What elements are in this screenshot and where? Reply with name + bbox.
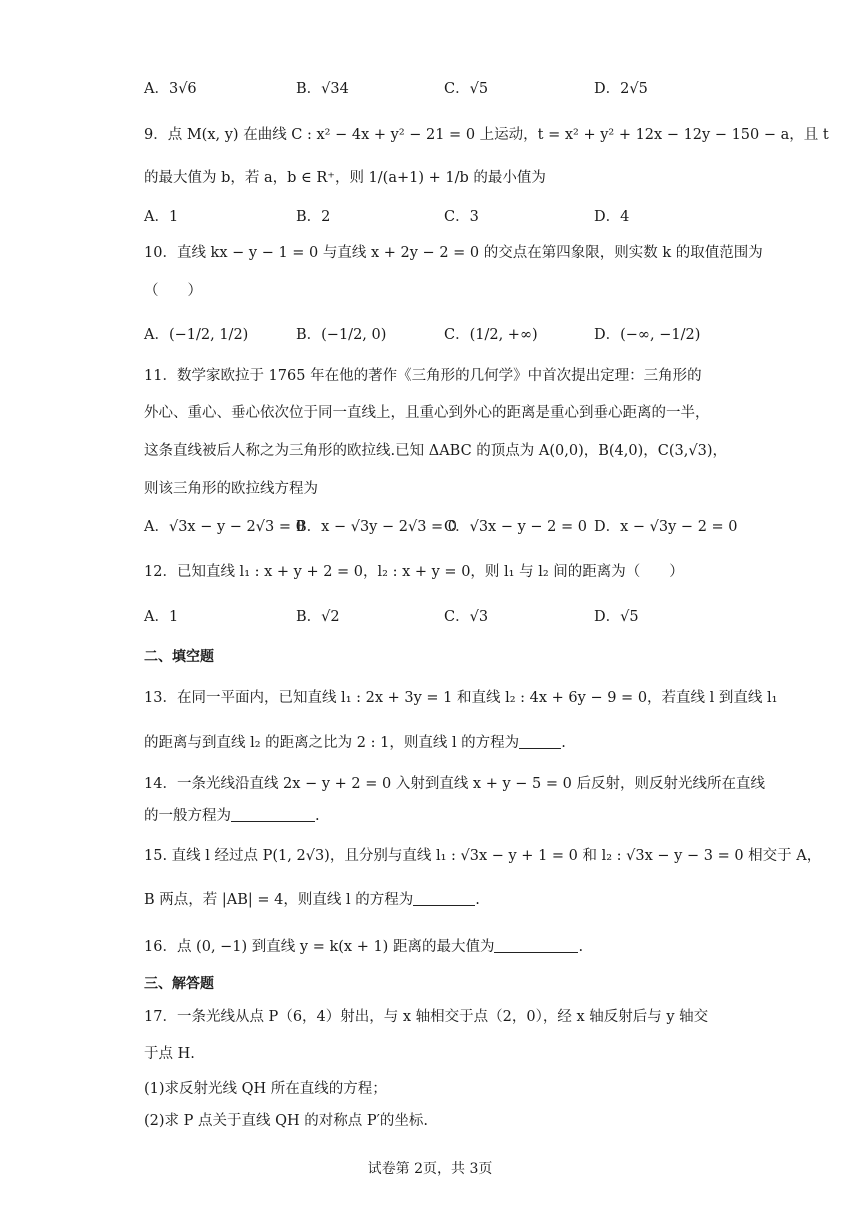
q8-options-row — [0, 74, 860, 104]
q17-stem-1: 17．一条光线从点 P（6，4）射出，与 x 轴相交于点（2，0），经 x 轴反射后与 y 轴交 — [144, 1009, 709, 1025]
section-2-heading-row — [0, 642, 860, 672]
q8-option-d: D．2√5 — [594, 81, 648, 97]
q11-stem-3: 这条直线被后人称之为三角形的欧拉线.已知 ΔABC 的顶点为 A(0,0)，B(4,0)，C(3,√3)， — [144, 443, 727, 459]
q14-line-1 — [0, 769, 860, 799]
q13-line-1 — [0, 683, 860, 713]
q14-answer-blank[interactable] — [231, 807, 315, 822]
q13-stem-1: 13．在同一平面内，已知直线 l₁ : 2x + 3y = 1 和直线 l₂ : 4x + 6y − 9 = 0，若直线 l 到直线 l₁ — [144, 690, 778, 706]
q10-option-b: B．(−1/2, 0) — [296, 327, 387, 343]
q11-option-c: C．√3x − y − 2 = 0 — [444, 519, 587, 535]
q15-line-1 — [0, 841, 860, 871]
q10-line-2 — [0, 276, 860, 306]
q9-line-1 — [0, 120, 860, 150]
q16-stem — [144, 932, 583, 962]
q13-answer-blank[interactable] — [519, 734, 561, 749]
q17-part-1: (1)求反射光线 QH 所在直线的方程； — [144, 1081, 387, 1097]
section-3-heading-row — [0, 969, 860, 999]
q11-option-b: B．x − √3y − 2√3 = 0 — [296, 519, 458, 535]
q12-option-d: D．√5 — [594, 609, 639, 625]
q11-line-3 — [0, 436, 860, 466]
q16-answer-blank[interactable] — [494, 938, 578, 953]
section-2-heading: 二、填空题 — [144, 649, 214, 665]
q11-stem-4: 则该三角形的欧拉线方程为 — [144, 481, 318, 497]
q9-stem-2: 的最大值为 b，若 a，b ∈ R⁺，则 1/(a+1) + 1/b 的最小值为 — [144, 170, 546, 186]
q11-stem-2: 外心、重心、垂心依次位于同一直线上，且重心到外心的距离是重心到垂心距离的一半， — [144, 405, 710, 421]
q11-line-2 — [0, 398, 860, 428]
q16-line-1 — [0, 932, 860, 962]
q10-stem-1: 10．直线 kx − y − 1 = 0 与直线 x + 2y − 2 = 0 的交点在第四象限，则实数 k 的取值范围为 — [144, 245, 763, 261]
q9-options-row — [0, 202, 860, 232]
q14-stem-1: 14．一条光线沿直线 2x − y + 2 = 0 入射到直线 x + y − 5 = 0 后反射，则反射光线所在直线 — [144, 776, 765, 792]
q13-stem-2-text: 的距离与到直线 l₂ 的距离之比为 2 : 1，则直线 l 的方程为 — [144, 735, 520, 751]
q14-stem-2-text: 的一般方程为 — [144, 808, 231, 824]
q10-answer-paren: （ ） — [144, 283, 202, 299]
q11-option-a: A．√3x − y − 2√3 = 0 — [144, 519, 305, 535]
q15-end: . — [475, 892, 480, 908]
q10-options-row — [0, 320, 860, 350]
q12-option-b: B．√2 — [296, 609, 340, 625]
q10-option-d: D．(−∞, −1/2) — [594, 327, 701, 343]
q16-end: . — [578, 939, 584, 955]
q11-line-1 — [0, 361, 860, 391]
q9-option-b: B．2 — [296, 209, 331, 225]
q15-stem-2 — [144, 885, 480, 915]
q11-options-row — [0, 512, 860, 542]
q17-line-1 — [0, 1002, 860, 1032]
q15-answer-blank[interactable] — [413, 891, 475, 906]
page-footer: 试卷第 2页，共 3页 — [367, 1161, 493, 1177]
q9-line-2 — [0, 163, 860, 193]
q8-option-b: B．√34 — [296, 81, 349, 97]
q15-stem-1: 15. 直线 l 经过点 P(1, 2√3)，且分别与直线 l₁ : √3x − y + 1 = 0 和 l₂ : √3x − y − 3 = 0 相交于 A， — [144, 848, 822, 864]
q17-part-2-row — [0, 1106, 860, 1136]
q16-stem-text: 16．点 (0, −1) 到直线 y = k(x + 1) 距离的最大值为 — [144, 939, 495, 955]
q9-option-d: D．4 — [594, 209, 630, 225]
q12-options-row — [0, 602, 860, 632]
q17-line-2 — [0, 1039, 860, 1069]
q12-option-a: A．1 — [144, 609, 179, 625]
q8-option-c: C．√5 — [444, 81, 489, 97]
q8-option-a: A．3√6 — [144, 81, 197, 97]
q13-end: . — [561, 735, 566, 751]
q11-line-4 — [0, 474, 860, 504]
q15-stem-2-text: B 两点，若 |AB| = 4，则直线 l 的方程为 — [144, 892, 414, 908]
q13-line-2 — [0, 728, 860, 758]
q11-stem-1: 11．数学家欧拉于 1765 年在他的著作《三角形的几何学》中首次提出定理：三角形的 — [144, 368, 702, 384]
q12-option-c: C．√3 — [444, 609, 489, 625]
q17-part-2: (2)求 P 点关于直线 QH 的对称点 P′的坐标. — [144, 1113, 429, 1129]
q14-end: . — [315, 808, 320, 824]
q17-stem-2: 于点 H. — [144, 1046, 195, 1062]
section-3-heading: 三、解答题 — [144, 976, 214, 992]
q9-option-c: C．3 — [444, 209, 479, 225]
q11-option-d: D．x − √3y − 2 = 0 — [594, 519, 738, 535]
q14-stem-2 — [144, 801, 320, 831]
q12-line-1 — [0, 557, 860, 587]
q9-option-a: A．1 — [144, 209, 179, 225]
q15-line-2 — [0, 885, 860, 915]
q10-option-c: C．(1/2, +∞) — [444, 327, 538, 343]
q17-part-1-row — [0, 1074, 860, 1104]
q10-option-a: A．(−1/2, 1/2) — [144, 327, 249, 343]
q10-line-1 — [0, 238, 860, 268]
q12-stem: 12．已知直线 l₁ : x + y + 2 = 0，l₂ : x + y = 0，则 l₁ 与 l₂ 间的距离为（ ） — [144, 564, 684, 580]
q13-stem-2 — [144, 728, 566, 758]
q9-stem-1: 9．点 M(x, y) 在曲线 C : x² − 4x + y² − 21 = 0 上运动，t = x² + y² + 12x − 12y − 150 − a，且 t — [144, 127, 829, 143]
q14-line-2 — [0, 801, 860, 831]
